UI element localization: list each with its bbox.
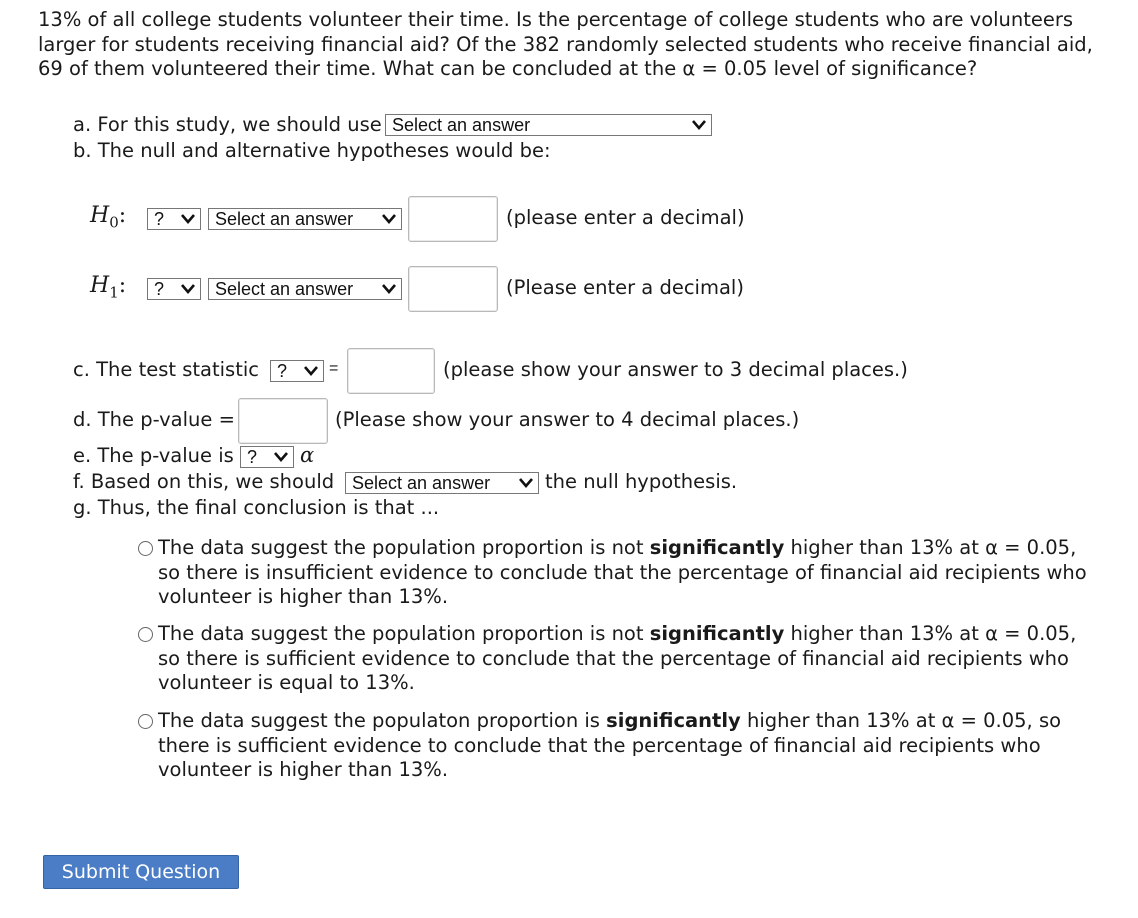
decision-select[interactable] — [345, 472, 539, 494]
part-f-suffix: the null hypothesis. — [545, 470, 738, 493]
part-c-label: c. The test statistic — [73, 358, 259, 381]
conclusion-option-1[interactable]: The data suggest the population proportion is not significantly higher than 13% at α = 0.05, so there is insufficient evidence to conclude that the percentage of financial aid recipients who volunteer is higher than 13%. — [158, 536, 1087, 608]
equals-sign: = — [329, 360, 339, 377]
p-value-comparison-value: ? — [247, 447, 258, 467]
problem-statement: 13% of all college students volunteer their time. Is the percentage of college students who are volunteers larger for students receiving financial aid? Of the 382 randomly selected students who receive financial aid, 69 of them volunteered their time. What can be concluded at the α = 0.05 level of significance? — [38, 8, 1093, 80]
study-type-select[interactable] — [385, 114, 712, 136]
h1-label: $H_1$: — [90, 273, 127, 302]
p-value-comparison-select[interactable] — [240, 446, 294, 468]
h0-parameter-select[interactable] — [208, 208, 402, 230]
part-b-label: b. The null and alternative hypotheses would be: — [73, 139, 551, 162]
chevron-down-icon — [381, 212, 397, 226]
h0-label: $H_0$: — [90, 203, 127, 232]
h0-parameter-value: Select an answer — [215, 209, 354, 229]
part-g-label: g. Thus, the final conclusion is that ... — [73, 496, 440, 519]
submit-question-button[interactable]: Submit Question — [43, 855, 239, 889]
chevron-down-icon — [303, 364, 319, 378]
part-e-label: e. The p-value is — [73, 444, 234, 467]
alpha-symbol: α — [300, 443, 315, 467]
test-statistic-select[interactable] — [270, 360, 324, 382]
conclusion-option-2[interactable]: The data suggest the population proportion is not significantly higher than 13% at α = 0.05, so there is sufficient evidence to conclude that the percentage of financial aid recipients who volunteer is equal to 13%. — [158, 622, 1077, 694]
part-d-hint: (Please show your answer to 4 decimal places.) — [335, 408, 800, 431]
part-a-label: a. For this study, we should use — [73, 113, 382, 136]
chevron-down-icon — [273, 450, 289, 464]
decision-select-value: Select an answer — [352, 473, 491, 493]
h1-parameter-value: Select an answer — [215, 279, 354, 299]
h1-value-input[interactable] — [408, 266, 498, 312]
h1-operator-select[interactable] — [147, 278, 201, 300]
chevron-down-icon — [691, 118, 707, 132]
chevron-down-icon — [518, 476, 534, 490]
chevron-down-icon — [180, 212, 196, 226]
h0-hint: (please enter a decimal) — [506, 206, 745, 229]
h1-operator-value: ? — [154, 279, 165, 299]
h0-operator-value: ? — [154, 209, 165, 229]
study-type-select-value: Select an answer — [392, 115, 531, 135]
p-value-input[interactable] — [238, 398, 328, 444]
h0-value-input[interactable] — [408, 196, 498, 242]
conclusion-radio-3[interactable] — [138, 714, 153, 729]
part-d-label: d. The p-value = — [73, 408, 235, 431]
conclusion-radio-1[interactable] — [138, 541, 153, 556]
chevron-down-icon — [180, 282, 196, 296]
part-f-label: f. Based on this, we should — [73, 470, 335, 493]
chevron-down-icon — [381, 282, 397, 296]
conclusion-radio-2[interactable] — [138, 627, 153, 642]
part-c-hint: (please show your answer to 3 decimal places.) — [443, 358, 908, 381]
h0-operator-select[interactable] — [147, 208, 201, 230]
conclusion-option-3[interactable]: The data suggest the populaton proportion is significantly higher than 13% at α = 0.05, so there is sufficient evidence to conclude that the percentage of financial aid recipients who volunteer is higher than 13%. — [158, 709, 1062, 781]
test-statistic-input[interactable] — [347, 348, 435, 394]
h1-parameter-select[interactable] — [208, 278, 402, 300]
test-statistic-select-value: ? — [277, 361, 288, 381]
h1-hint: (Please enter a decimal) — [506, 276, 744, 299]
